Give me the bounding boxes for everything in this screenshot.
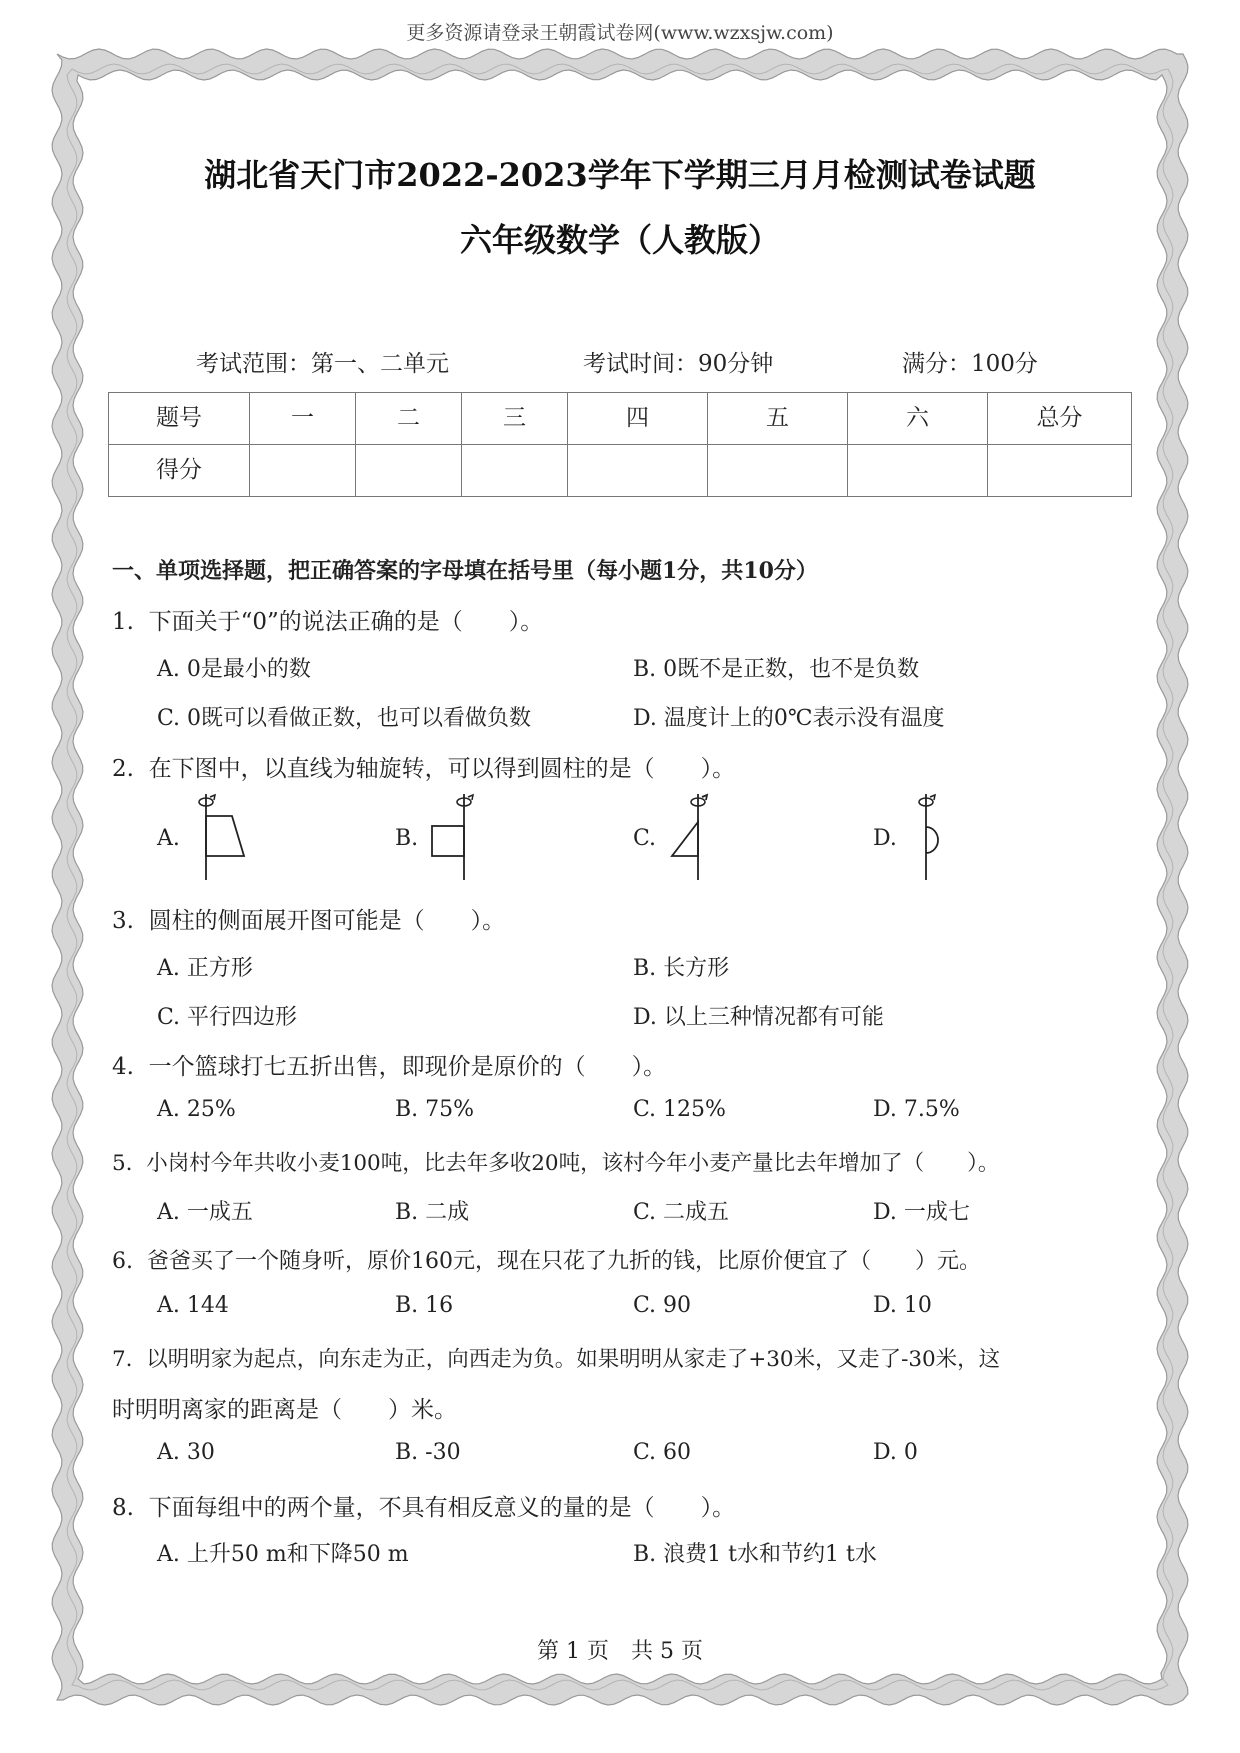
option-d: D. 0 [873,1440,918,1465]
score-cell[interactable] [462,445,568,497]
question-number: 4. [112,1054,134,1080]
question-8 [112,1489,735,1522]
header-cell: 总分 [988,393,1132,445]
option-c: C. 90 [633,1293,692,1318]
question-stem: 下面每组中的两个量，不具有相反意义的量的是（ ）。 [148,1495,736,1521]
option-b: B. -30 [395,1440,461,1465]
question-7-continuation: 时明明离家的距离是（ ）米。 [112,1397,457,1423]
header-cell: 二 [356,393,462,445]
question-3 [112,902,505,935]
option-c: C. 0既可以看做正数，也可以看做负数 [157,706,532,731]
figure-label-a: A. [157,826,180,851]
header-cell: 题号 [109,393,250,445]
score-cell[interactable] [708,445,848,497]
question-stem: 一个篮球打七五折出售，即现价是原价的（ ）。 [148,1054,667,1080]
question-stem: 圆柱的侧面展开图可能是（ ）。 [148,908,506,934]
score-table-score-row [109,445,1132,497]
question-number: 2. [112,756,134,782]
option-d: D. 一成七 [873,1200,970,1225]
option-a: A. 25% [157,1097,236,1122]
score-cell[interactable] [988,445,1132,497]
option-c: C. 平行四边形 [157,1005,298,1030]
option-c: C. 125% [633,1097,726,1122]
question-5 [112,1146,999,1177]
figure-d-semicircle-rotation [900,792,980,882]
option-b: B. 75% [395,1097,475,1122]
option-c: C. 60 [633,1440,692,1465]
option-d: D. 7.5% [873,1097,960,1122]
question-stem: 爸爸买了一个随身听，原价160元，现在只花了九折的钱，比原价便宜了（ ）元。 [147,1249,981,1274]
question-4 [112,1048,666,1081]
option-c: C. 二成五 [633,1200,730,1225]
exam-full-score: 满分：100分 [902,351,1038,377]
question-1 [112,603,543,636]
exam-time: 考试时间：90分钟 [583,351,774,377]
figure-label-c: C. [633,826,657,851]
option-a: A. 一成五 [157,1200,253,1225]
option-b: B. 长方形 [633,956,730,981]
score-cell[interactable] [250,445,356,497]
option-d: D. 以上三种情况都有可能 [633,1005,884,1030]
figure-label-d: D. [873,826,897,851]
figure-label-b: B. [395,826,419,851]
option-d: D. 温度计上的0℃表示没有温度 [633,706,945,731]
figure-b-rectangle-rotation [418,792,498,882]
question-number: 8. [112,1495,134,1521]
exam-title: 湖北省天门市2022-2023学年下学期三月月检测试卷试题 [204,156,1036,194]
option-d: D. 10 [873,1293,932,1318]
option-b: B. 浪费1 t水和节约1 t水 [633,1542,877,1567]
score-cell[interactable] [356,445,462,497]
score-cell[interactable] [568,445,708,497]
page-footer: 第 1 页 共 5 页 [537,1639,703,1664]
exam-subtitle: 六年级数学（人教版） [459,221,780,259]
header-cell: 六 [848,393,988,445]
question-number: 1. [112,609,134,635]
option-b: B. 0既不是正数，也不是负数 [633,657,920,682]
question-7 [112,1342,1000,1373]
header-cell: 五 [708,393,848,445]
row-label: 得分 [109,445,250,497]
option-a: A. 上升50 m和下降50 m [157,1542,409,1567]
question-number: 5. [112,1151,133,1176]
option-b: B. 16 [395,1293,454,1318]
question-stem: 以明明家为起点，向东走为正，向西走为负。如果明明从家走了+30米，又走了-30米，这 [146,1347,1001,1372]
question-2 [112,750,735,783]
option-a: A. 144 [157,1293,229,1318]
question-number: 7. [112,1347,133,1372]
question-number: 6. [112,1249,133,1274]
figure-a-trapezoid-rotation [180,792,260,882]
question-stem: 在下图中，以直线为轴旋转，可以得到圆柱的是（ ）。 [148,756,736,782]
score-cell[interactable] [848,445,988,497]
option-b: B. 二成 [395,1200,470,1225]
question-number: 3. [112,908,134,934]
website-header: 更多资源请登录王朝霞试卷网(www.wzxsjw.com) [406,22,834,44]
question-stem: 小岗村今年共收小麦100吨，比去年多收20吨，该村今年小麦产量比去年增加了（ ）。 [146,1151,1000,1176]
header-cell: 四 [568,393,708,445]
option-a: A. 正方形 [157,956,253,981]
header-cell: 三 [462,393,568,445]
header-cell: 一 [250,393,356,445]
exam-scope: 考试范围：第一、二单元 [196,351,449,377]
score-table-header-row [109,393,1132,445]
figure-c-triangle-rotation [660,792,740,882]
section-heading: 一、单项选择题，把正确答案的字母填在括号里（每小题1分，共10分） [112,558,818,584]
question-stem: 下面关于“0”的说法正确的是（ ）。 [148,609,544,635]
score-table [108,392,1132,497]
question-6 [112,1244,981,1275]
option-a: A. 0是最小的数 [157,657,311,682]
option-a: A. 30 [157,1440,215,1465]
